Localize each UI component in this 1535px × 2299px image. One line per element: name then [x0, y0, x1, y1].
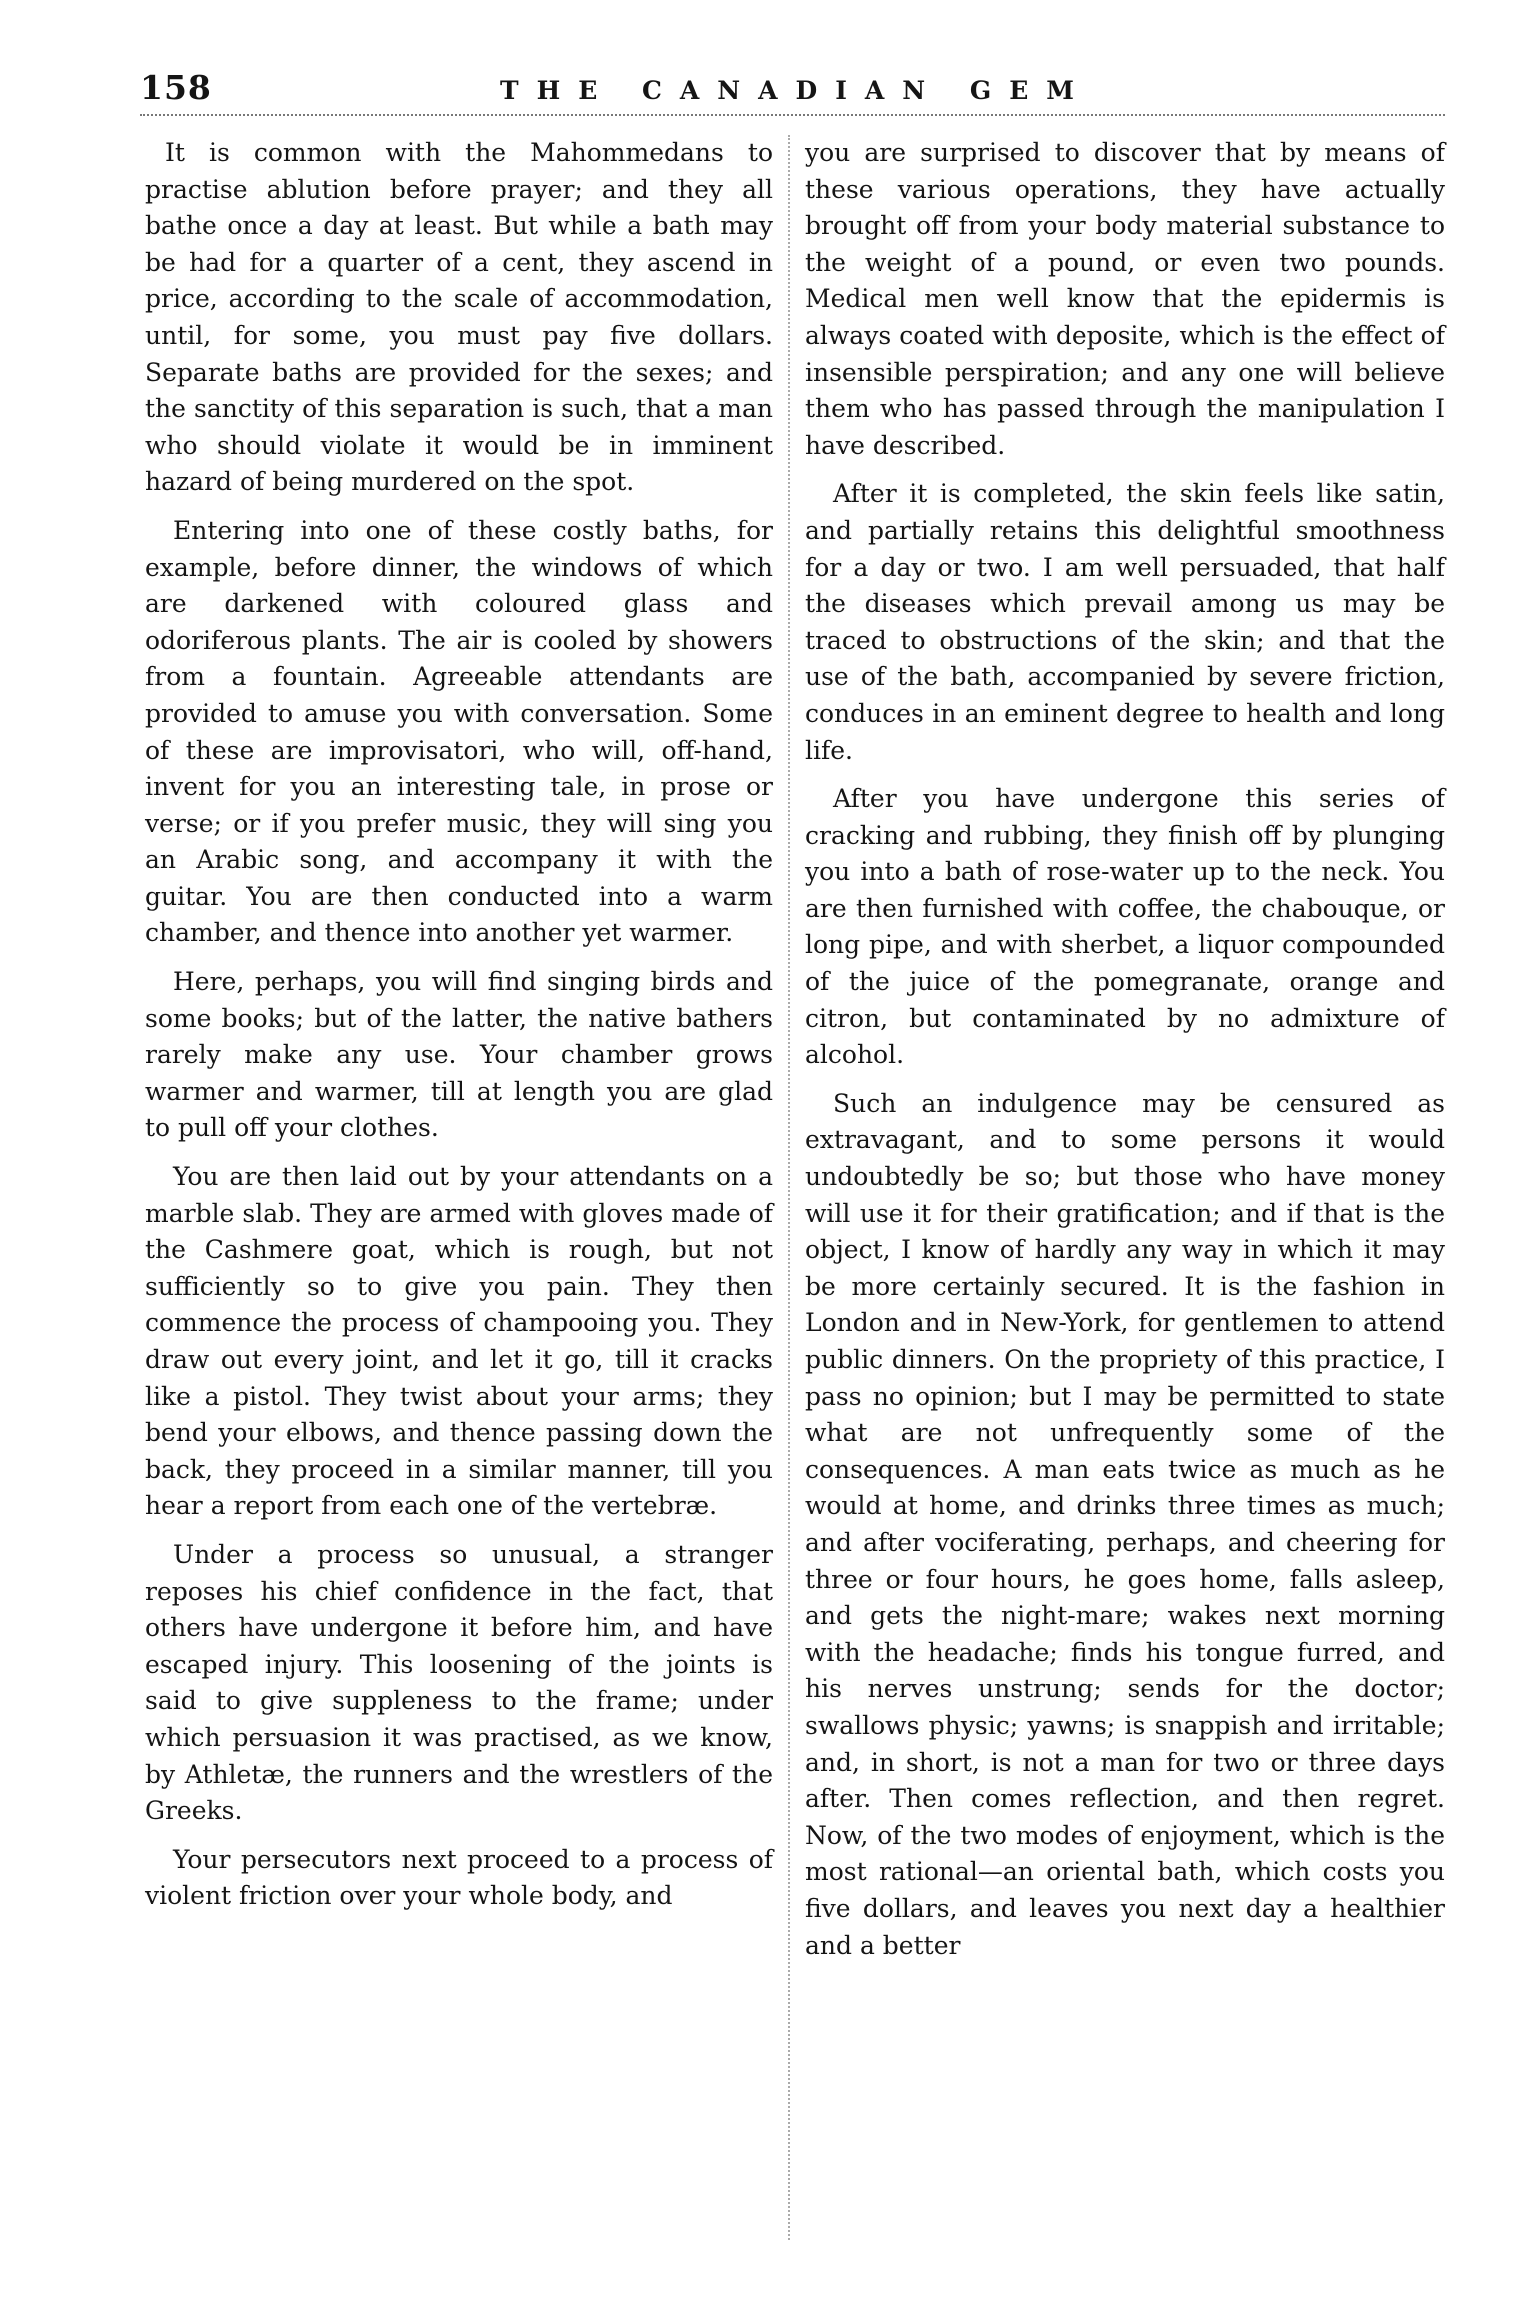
right-column [805, 135, 1445, 1976]
paragraph: Entering into one of these costly baths, for example, before dinner, the windows of which are darkened with coloured glass and odoriferous plants. The air is cooled by showers from a fountain. Agreeable attendants are provided to amuse you with conversation. Some of these are improvisatori, who will, off-hand, invent for you an interesting tale, in prose or verse; or if you prefer music, they will sing you an Arabic song, and accompany it with the guitar. You are then conducted into a warm chamber, and thence into another yet warmer. [145, 515, 773, 948]
paragraph: After it is completed, the skin feels like satin, and partially retains this delightful smoothness for a day or two. I am well persuaded, that half the diseases which prevail among us may be traced to obstructions of the skin; and that the use of the bath, accompanied by severe friction, conduces in an eminent degree to health and long life. [805, 479, 1445, 765]
paragraph: Here, perhaps, you will find singing birds and some books; but of the latter, the native bathers rarely make any use. Your chamber grows warmer and warmer, till at length you are glad to pull off your clothes. [145, 967, 773, 1143]
left-column [145, 135, 773, 1927]
paragraph: Under a process so unusual, a stranger reposes his chief confidence in the fact, that others have undergone it before him, and have escaped injury. This loosening of the joints is said to give suppleness to the frame; under which persuasion it was practised, as we know, by Athletæ, the runners and the wrestlers of the Greeks. [145, 1539, 773, 1826]
article-body [145, 135, 1445, 2245]
running-title: THE CANADIAN GEM [500, 76, 1092, 105]
paragraph: Such an indulgence may be censured as extravagant, and to some persons it would undoubtedly be so; but those who have money will use it for their gratification; and if that is the object, I know of hardly any way in which it may be more certainly secured. It is the fashion in London and in New-York, for gentlemen to attend public dinners. On the propriety of this practice, I pass no opinion; but I may be permitted to state what are not unfrequently some of the consequences. A man eats twice as much as he would at home, and drinks three times as much; and after vociferating, perhaps, and cheering for three or four hours, he goes home, falls asleep, and gets the night-mare; wakes next morning with the headache; finds his tongue furred, and his nerves unstrung; sends for the doctor; swallows physic; yawns; is snappish and irritable; and, in short, is not a man for two or three days after. Then comes reflection, and then regret. Now, of the two modes of enjoyment, which is the most rational—an oriental bath, which costs you five dollars, and leaves you next day a healthier and a better [805, 1088, 1445, 1960]
header-rule [140, 114, 1445, 116]
page-number: 158 [140, 68, 212, 107]
paragraph: You are then laid out by your attendants on a marble slab. They are armed with gloves made of the Cashmere goat, which is rough, but not sufficiently so to give you pain. They then commence the process of champooing you. They draw out every joint, and let it go, till it cracks like a pistol. They twist about your arms; they bend your elbows, and thence passing down the back, they proceed in a similar manner, till you hear a report from each one of the vertebræ. [145, 1162, 773, 1521]
column-divider [788, 135, 790, 2240]
paragraph: After you have undergone this series of cracking and rubbing, they finish off by plunging you into a bath of rose-water up to the neck. You are then furnished with coffee, the chabouque, or long pipe, and with sherbet, a liquor compounded of the juice of the pomegranate, orange and citron, but contaminated by no admixture of alcohol. [805, 784, 1445, 1070]
paragraph: It is common with the Mahommedans to practise ablution before prayer; and they all bathe once a day at least. But while a bath may be had for a quarter of a cent, they ascend in price, according to the scale of accommodation, until, for some, you must pay five dollars. Separate baths are provided for the sexes; and the sanctity of this separation is such, that a man who should violate it would be in imminent hazard of being murdered on the spot. [145, 138, 773, 497]
paragraph: Your persecutors next proceed to a process of violent friction over your whole body, and [145, 1844, 773, 1911]
page-header [140, 68, 1465, 114]
paragraph: you are surprised to discover that by means of these various operations, they have actually brought off from your body material substance to the weight of a pound, or even two pounds. Medical men well know that the epidermis is always coated with deposite, which is the effect of insensible perspiration; and any one will believe them who has passed through the manipulation I have described. [805, 138, 1445, 460]
